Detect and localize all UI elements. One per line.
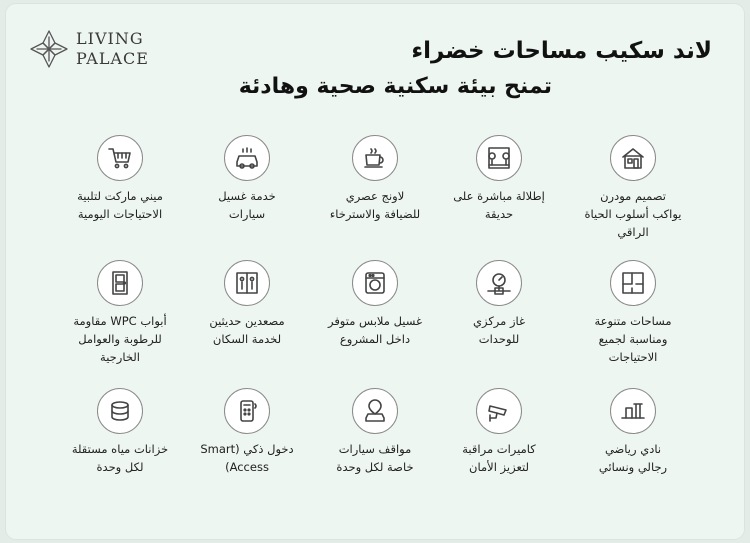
feature-wpc-doors — [47, 260, 197, 370]
brand-logo — [28, 28, 168, 72]
smart-lock-icon — [224, 388, 270, 434]
shopping-cart-icon — [97, 135, 143, 181]
gas-meter-icon — [476, 260, 522, 306]
washing-machine-icon — [352, 260, 398, 306]
elevator-icon — [224, 260, 270, 306]
subline: تمنح بيئة سكنية صحية وهادئة — [238, 74, 552, 99]
feature-parking — [302, 388, 452, 498]
modern-house-icon — [610, 135, 656, 181]
feature-lounge — [302, 135, 452, 245]
garden-view-icon — [476, 135, 522, 181]
parking-icon — [352, 388, 398, 434]
brand-line-2: PALACE — [76, 49, 149, 68]
coffee-cup-icon — [352, 135, 398, 181]
security-camera-icon — [476, 388, 522, 434]
feature-label: تصميم مودرن يواكب أسلوب الحياة الراقي — [584, 189, 682, 239]
feature-water-tanks — [47, 388, 197, 498]
door-icon — [97, 260, 143, 306]
feature-laundry — [302, 260, 452, 370]
gym-icon — [610, 388, 656, 434]
feature-label: غاز مركزي للوحدات — [472, 314, 526, 346]
feature-label: خدمة غسيل سيارات — [218, 189, 276, 221]
feature-label: خزانات مياه مستقلة لكل وحدة — [71, 442, 169, 474]
car-wash-icon — [224, 135, 270, 181]
feature-label: ميني ماركت لتلبية الاحتياجات اليومية — [77, 189, 163, 221]
feature-label: نادي رياضي رجالي ونسائي — [598, 442, 668, 474]
feature-label: كاميرات مراقبة لتعزيز الأمان — [462, 442, 536, 474]
feature-label: أبواب WPC مقاومة للرطوبة والعوامل الخارجية — [73, 314, 167, 364]
brand-line-1: LIVING — [76, 29, 144, 48]
feature-varied-spaces — [560, 260, 710, 370]
feature-modern-design — [560, 135, 710, 245]
water-tank-icon — [97, 388, 143, 434]
feature-label: مصعدين حديثين لخدمة السكان — [209, 314, 285, 346]
feature-mini-market — [47, 135, 197, 245]
feature-label: إطلالة مباشرة على حديقة — [453, 189, 545, 221]
feature-label: لاونج عصري للضيافة والاسترخاء — [329, 189, 421, 221]
lotus-logo-icon — [28, 28, 70, 70]
feature-label: دخول ذكي (Smart Access) — [200, 442, 294, 474]
headline: لاند سكيب مساحات خضراء — [411, 38, 712, 64]
feature-label: مواقف سيارات خاصة لكل وحدة — [336, 442, 414, 474]
feature-label: مساحات متنوعة ومناسبة لجميع الاحتياجات — [594, 314, 672, 364]
floor-plan-icon — [610, 260, 656, 306]
feature-gym — [560, 388, 710, 498]
feature-label: غسيل ملابس متوفر داخل المشروع — [327, 314, 423, 346]
